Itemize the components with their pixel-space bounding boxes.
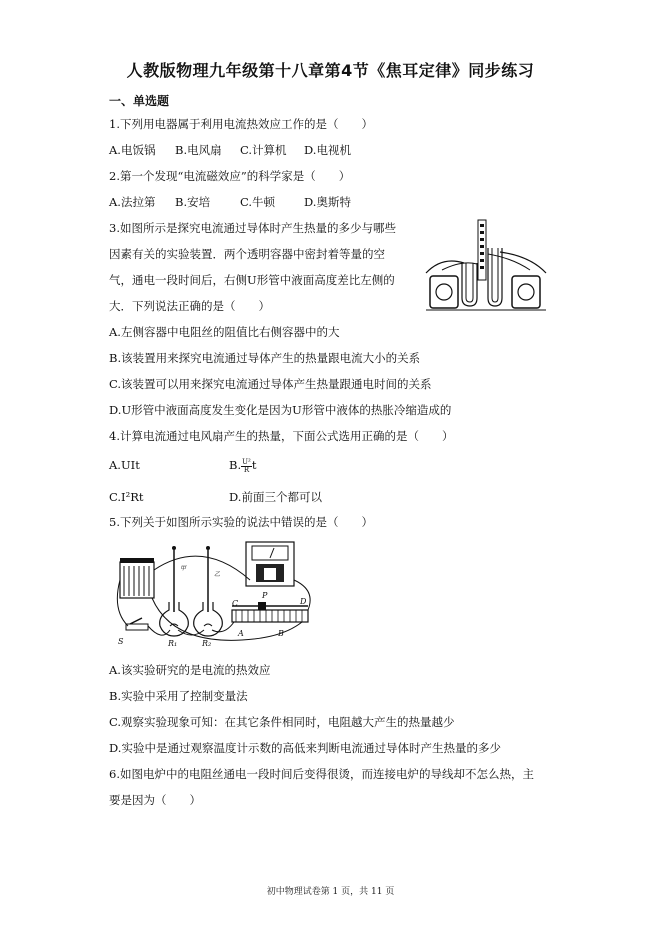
q5-option-c: C.观察实验现象可知：在其它条件相同时，电阻越大产生的热量越少 xyxy=(109,715,455,729)
q3-stem-line3: 气，通电一段时间后，右侧U形管中液面高度差比左侧的 xyxy=(109,273,395,287)
fig-label-p: P xyxy=(262,591,268,600)
q3-option-b: B.该装置用来探究电流通过导体产生的热量跟电流大小的关系 xyxy=(109,351,421,365)
q4-option-d: D.前面三个都可以 xyxy=(229,490,322,504)
q3-option-c: C.该装置可以用来探究电流通过导体产生热量跟通电时间的关系 xyxy=(109,377,432,391)
page-footer: 初中物理试卷第 1 页，共 11 页 xyxy=(266,887,395,897)
q3-stem-line1: 3.如图所示是探究电流通过导体时产生热量的多少与哪些 xyxy=(109,221,396,235)
q1-option-d: D.电视机 xyxy=(304,143,351,157)
q5-option-a: A.该实验研究的是电流的热效应 xyxy=(109,663,271,677)
q4-option-b-numerator: U² xyxy=(242,457,251,466)
q4-option-b-prefix: B. xyxy=(229,458,242,472)
fig-label-c: C xyxy=(232,599,239,608)
fig-label-jia: 甲 xyxy=(180,565,187,572)
q2-option-b: B.安培 xyxy=(175,195,211,209)
q2-option-a: A.法拉第 xyxy=(109,195,156,209)
q4-option-a: A.UIt xyxy=(109,458,140,472)
q3-option-d: D.U形管中液面高度发生变化是因为U形管中液体的热胀冷缩造成的 xyxy=(109,403,452,417)
q4-option-b-suffix: t xyxy=(251,458,257,472)
fig-label-yi: 乙 xyxy=(214,571,221,578)
q6-stem-line2: 要是因为（ ） xyxy=(109,793,201,807)
q4-option-b-denominator: R xyxy=(243,465,250,474)
q2-option-d: D.奥斯特 xyxy=(304,195,351,209)
fig-label-r2: R₂ xyxy=(202,639,212,648)
q5-circuit-apparatus-figure xyxy=(112,540,318,650)
q3-stem-line2: 因素有关的实验装置．两个透明容器中密封着等量的空 xyxy=(109,247,385,261)
q1-stem: 1.下列用电器属于利用电流热效应工作的是（ ） xyxy=(109,117,373,131)
q1-option-b: B.电风扇 xyxy=(175,143,222,157)
q4-option-b-fraction xyxy=(241,459,252,474)
q2-option-c: C.牛顿 xyxy=(240,195,276,209)
q3-stem-line4: 大．下列说法正确的是（ ） xyxy=(109,299,270,313)
section-heading: 一、单选题 xyxy=(109,94,170,108)
q3-option-a: A.左侧容器中电阻丝的阻值比右侧容器中的大 xyxy=(109,325,340,339)
q4-stem: 4.计算电流通过电风扇产生的热量，下面公式选用正确的是（ ） xyxy=(109,429,454,443)
q5-option-d: D.实验中是通过观察温度计示数的高低来判断电流通过导体时产生热量的多少 xyxy=(109,741,501,755)
page-title: 人教版物理九年级第十八章第4节《焦耳定律》同步练习 xyxy=(126,61,535,80)
fig-label-b: B xyxy=(278,629,284,638)
q1-option-a: A.电饭锅 xyxy=(109,143,156,157)
fig-label-a: A xyxy=(238,629,244,638)
q4-option-b xyxy=(229,457,256,474)
fig-label-d: D xyxy=(300,597,307,606)
q1-option-c: C.计算机 xyxy=(240,143,287,157)
q6-stem-line1: 6.如图电炉中的电阻丝通电一段时间后变得很烫，而连接电炉的导线却不怎么热，主 xyxy=(109,767,534,781)
q3-u-tube-apparatus-figure xyxy=(422,218,550,318)
q5-option-b: B.实验中采用了控制变量法 xyxy=(109,689,248,703)
q4-option-c: C.I²Rt xyxy=(109,490,144,504)
fig-label-s: S xyxy=(118,637,124,646)
fig-label-r1: R₁ xyxy=(168,639,178,648)
q2-stem: 2.第一个发现“电流磁效应”的科学家是（ ） xyxy=(109,169,351,183)
q5-stem: 5.下列关于如图所示实验的说法中错误的是（ ） xyxy=(109,515,373,529)
